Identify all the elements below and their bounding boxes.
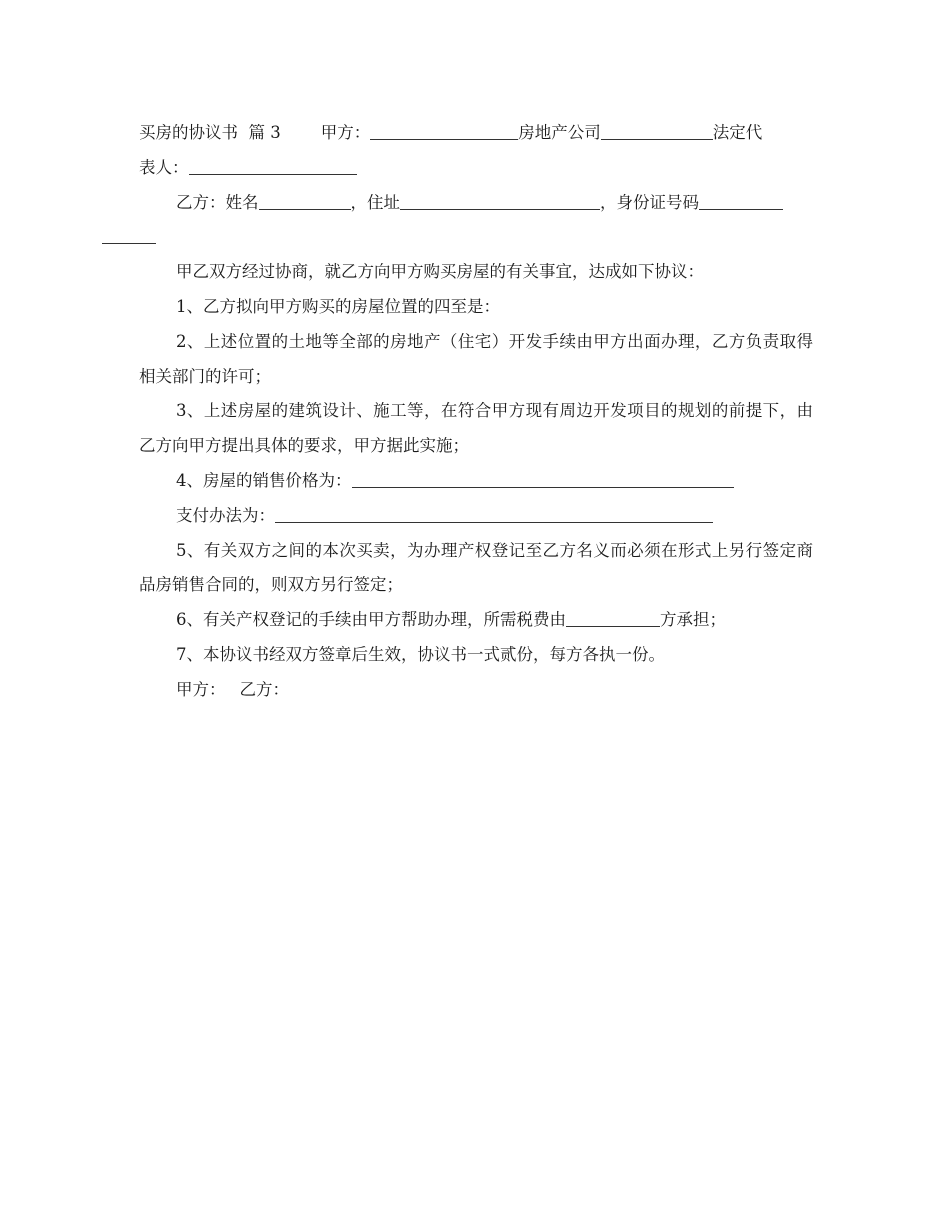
id-number-blank-cont xyxy=(102,227,156,245)
clause-3: 3、上述房屋的建筑设计、施工等，在符合甲方现有周边开发项目的规划的前提下，由乙方向甲方提出具体的要求，甲方据此实施； xyxy=(139,401,813,456)
payment-line xyxy=(139,499,813,534)
realestate-company-label: 房地产公司 xyxy=(518,123,601,142)
sale-price-label: 4、房屋的销售价格为： xyxy=(176,470,352,490)
clause-7: 7、本协议书经双方签章后生效，协议书一式贰份，每方各执一份。 xyxy=(176,644,665,664)
title-line xyxy=(139,116,813,186)
tax-payer-blank xyxy=(566,610,660,628)
party-b-line xyxy=(139,186,813,256)
clause-6-text: 6、有关产权登记的手续由甲方帮助办理，所需税费由 xyxy=(176,610,566,630)
id-number-blank xyxy=(699,192,783,210)
address-blank xyxy=(400,192,600,210)
party-b-name-label: 乙方：姓名 xyxy=(176,192,259,212)
clause-6-line xyxy=(139,603,813,638)
document-title: 买房的协议书 篇 3 xyxy=(139,123,281,142)
clause-6-suffix: 方承担； xyxy=(660,610,726,630)
company-extra-blank xyxy=(601,123,713,141)
legal-rep-label-part2: 表人： xyxy=(139,157,189,177)
clause-2: 2、上述位置的土地等全部的房地产（住宅）开发手续由甲方出面办理，乙方负责取得相关部门的许可； xyxy=(139,331,813,386)
signature-line xyxy=(139,673,813,708)
clause-4-line xyxy=(139,464,813,499)
agreement-document xyxy=(139,116,813,708)
signature-party-a: 甲方： xyxy=(176,679,226,699)
company-name-blank xyxy=(370,123,518,141)
intro-paragraph: 甲乙双方经过协商，就乙方向甲方购买房屋的有关事宜，达成如下协议： xyxy=(176,262,704,282)
payment-method-blank xyxy=(275,505,713,523)
legal-rep-blank xyxy=(189,157,357,175)
clause-1: 1、乙方拟向甲方购买的房屋位置的四至是： xyxy=(176,296,500,316)
id-number-label: ，身份证号码 xyxy=(600,192,699,212)
legal-rep-label-part1: 法定代 xyxy=(712,123,763,142)
payment-method-label: 支付办法为： xyxy=(176,505,275,525)
clause-5: 5、有关双方之间的本次买卖，为办理产权登记至乙方名义而必须在形式上另行签定商品房销售合同的，则双方另行签定； xyxy=(139,540,813,595)
signature-party-b: 乙方： xyxy=(239,679,289,699)
address-label: ，住址 xyxy=(350,192,400,212)
party-b-name-blank xyxy=(259,192,351,210)
sale-price-blank xyxy=(352,470,734,488)
party-a-intro: 甲方： xyxy=(320,123,371,142)
